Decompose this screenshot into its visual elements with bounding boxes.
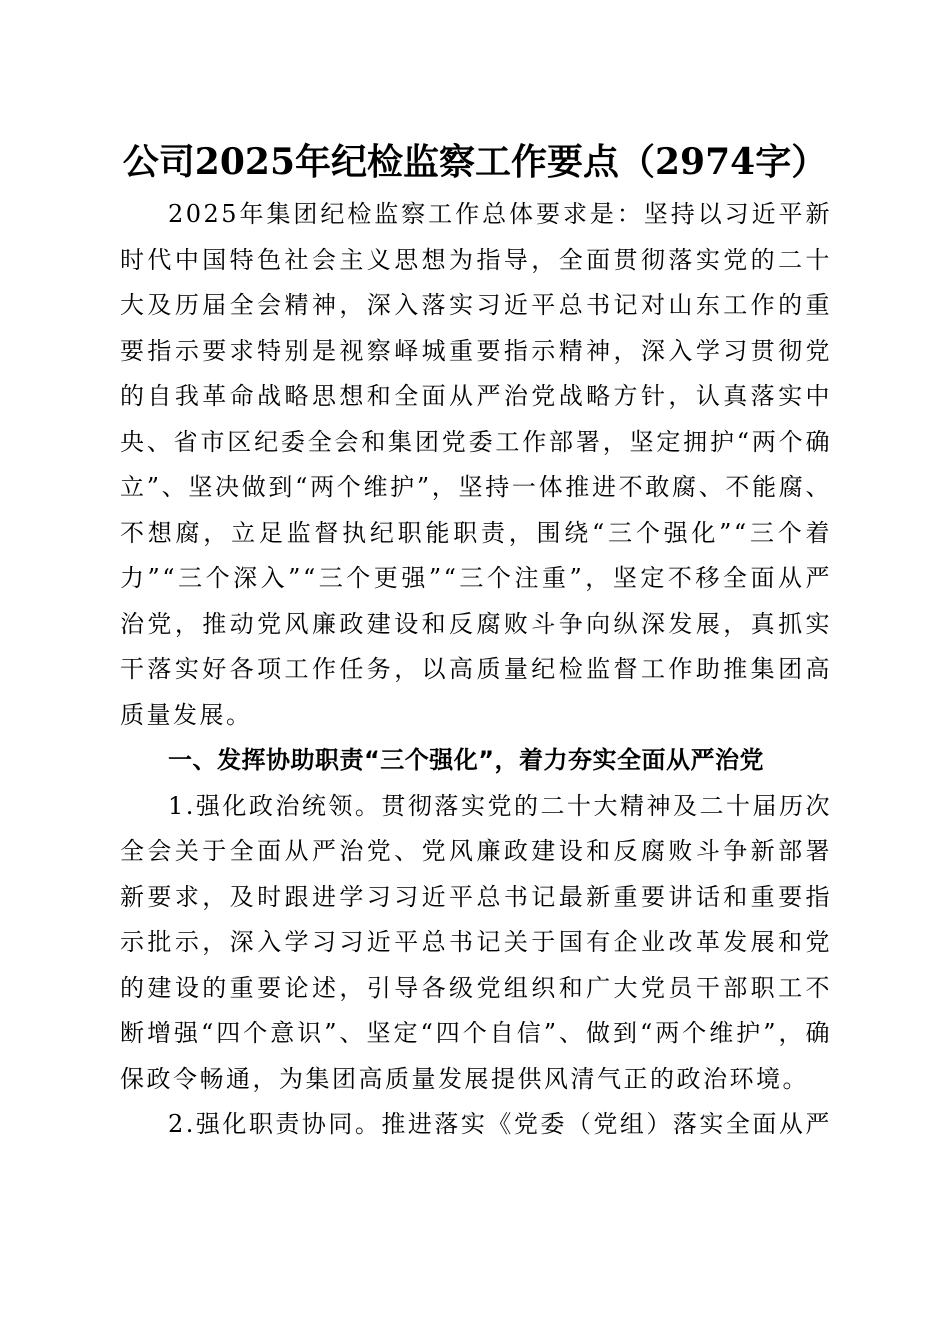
- document-title: 公司2025年纪检监察工作要点（2974字）: [122, 141, 828, 183]
- intro-paragraph: 2025年集团纪检监察工作总体要求是：坚持以习近平新时代中国特色社会主义思想为指导，全面贯彻落实党的二十大及历届全会精神，深入落实习近平总书记对山东工作的重要指示要求特别是视察峄城重要指示精神，深入学习贯彻党的自我革命战略思想和全面从严治党战略方针，认真落实中央、省市区纪委全会和集团党委工作部署，坚定拥护“两个确立”、坚决做到“两个维护”，坚持一体推进不敢腐、不能腐、不想腐，立足监督执纪职能职责，围绕“三个强化”“三个着力”“三个深入”“三个更强”“三个注重”，坚定不移全面从严治党，推动党风廉政建设和反腐败斗争向纵深发展，真抓实干落实好各项工作任务，以高质量纪检监督工作助推集团高质量发展。: [120, 200, 832, 729]
- document-body: [120, 192, 832, 1148]
- list-item: 1.强化政治统领。贯彻落实党的二十大精神及二十届历次全会关于全面从严治党、党风廉政建设和反腐败斗争新部署新要求，及时跟进学习习近平总书记最新重要讲话和重要指示批示，深入学习习近平总书记关于国有企业改革发展和党的建设的重要论述，引导各级党组织和广大党员干部职工不断增强“四个意识”、坚定“四个自信”、做到“两个维护”，确保政令畅通，为集团高质量发展提供风清气正的政治环境。: [120, 791, 832, 1093]
- section-heading: 一、发挥协助职责“三个强化”，着力夯实全面从严治党: [168, 746, 765, 774]
- list-item: 2.强化职责协同。推进落实《党委（党组）落实全面从严: [168, 1110, 832, 1138]
